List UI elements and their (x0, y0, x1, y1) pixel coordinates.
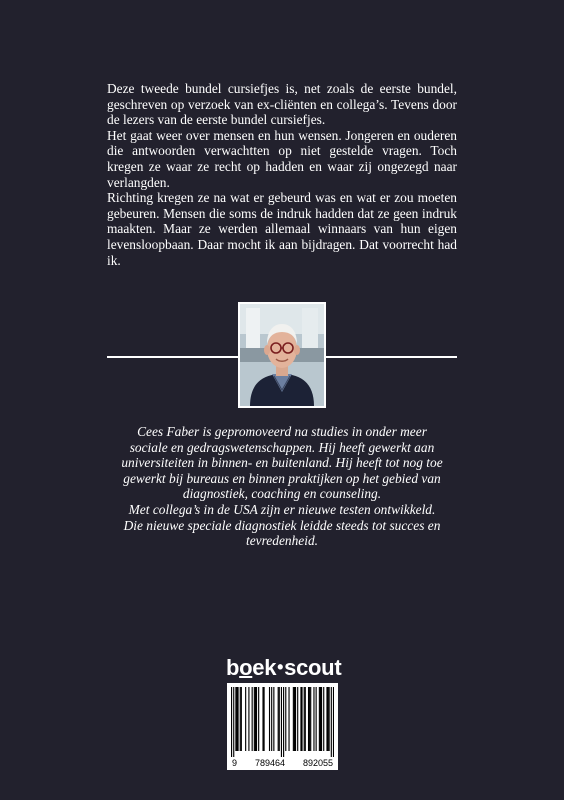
barcode-bar (293, 687, 294, 751)
barcode-bar (305, 687, 306, 751)
bio-line: sociale en gedragswetenschappen. Hij heeft gewerkt aan (129, 439, 435, 455)
barcode-bars (231, 687, 334, 757)
publisher-logo: boek•scout (226, 655, 342, 680)
blurb-paragraph: Richting kregen ze na wat er gebeurd was en wat er zou moeten gebeuren. Mensen die soms de indruk hadden dat ze geen indruk maakten. Maar ze werden allemaal winnaars van hun eigen levensloopbaan. Daar mocht ik aan bijdragen. Dat voorrecht had ik. (107, 190, 457, 268)
barcode-bar (256, 687, 257, 751)
bio-line: tevredenheid. (245, 533, 318, 549)
barcode-bar (262, 687, 263, 751)
barcode-bar (236, 687, 237, 751)
barcode-digits (231, 758, 334, 768)
barcode-bar (333, 687, 334, 757)
barcode-bar (294, 687, 295, 751)
author-portrait-image (240, 304, 324, 406)
barcode-bar (316, 687, 317, 751)
barcode-bar (308, 687, 309, 751)
barcode-bar (231, 687, 232, 757)
barcode-bar (309, 687, 310, 751)
barcode-bar (300, 687, 301, 751)
bio-line: diagnostiek, coaching en counseling. (182, 486, 382, 502)
divider-right (326, 356, 457, 358)
barcode-bar (326, 687, 327, 751)
bio-line: Cees Faber is gepromoveerd na studies in onder meer (137, 424, 427, 439)
barcode-group-2: 892055 (302, 758, 333, 768)
barcode-bar (331, 687, 332, 757)
barcode-bar (313, 687, 314, 751)
barcode-bar (245, 687, 246, 751)
blurb-paragraph: Het gaat weer over mensen en hun wensen. Jongeren en ouderen die antwoorden verwachtten op niet gestelde vragen. Toch kregen ze waar ze recht op hadden en waar zij ongezegd naar verlangden. (107, 127, 457, 190)
barcode-bar (240, 687, 241, 751)
barcode-bar (254, 687, 255, 751)
back-cover-blurb (107, 81, 457, 268)
barcode-bar (238, 687, 239, 751)
barcode-bar (310, 687, 311, 751)
barcode-bar (327, 687, 328, 751)
barcode-bar (321, 687, 322, 751)
barcode-lead-digit: 9 (232, 758, 238, 768)
barcode-bar (255, 687, 256, 751)
barcode-bar (273, 687, 274, 751)
barcode-bar (264, 687, 265, 751)
barcode-bar (320, 687, 321, 751)
barcode-bar (283, 687, 284, 757)
barcode-bar (281, 687, 282, 757)
barcode-bar (252, 687, 253, 751)
barcode-bar (288, 687, 289, 751)
isbn-barcode (227, 683, 338, 770)
barcode-bar (233, 687, 234, 757)
barcode-bar (323, 687, 324, 751)
barcode-bar (297, 687, 298, 751)
barcode-bar (301, 687, 302, 751)
barcode-bar (329, 687, 330, 751)
bio-line: universiteiten in binnen- en buitenland. Hij heeft tot nog toe (121, 455, 443, 471)
author-photo (238, 302, 326, 408)
author-bio (107, 424, 457, 549)
barcode-bar (248, 687, 249, 751)
barcode-bar (319, 687, 320, 751)
barcode-bar (295, 687, 296, 751)
barcode-bar (279, 687, 280, 751)
barcode-bar (258, 687, 259, 751)
barcode-bar (241, 687, 242, 751)
bio-line: gewerkt bij bureaus en binnen praktijken op het gebied van (123, 470, 441, 486)
divider-left (107, 356, 239, 358)
barcode-bar (269, 687, 270, 751)
bio-line: Met collega’s in de USA zijn er nieuwe testen ontwikkeld. (128, 501, 436, 517)
barcode-bar (304, 687, 305, 751)
barcode-bar (278, 687, 279, 751)
barcode-group-1: 789464 (254, 758, 285, 768)
bio-line: Die nieuwe speciale diagnostiek leidde steeds tot succes en (123, 517, 441, 533)
blurb-paragraph: Deze tweede bundel cursiefjes is, net zoals de eerste bundel, geschreven op verzoek van ex-cliënten en collega’s. Tevens door de lezers van de eerste bundel cursiefjes. (107, 81, 457, 128)
barcode-bar (235, 687, 236, 751)
barcode-bar (271, 687, 272, 751)
barcode-bar (285, 687, 286, 751)
